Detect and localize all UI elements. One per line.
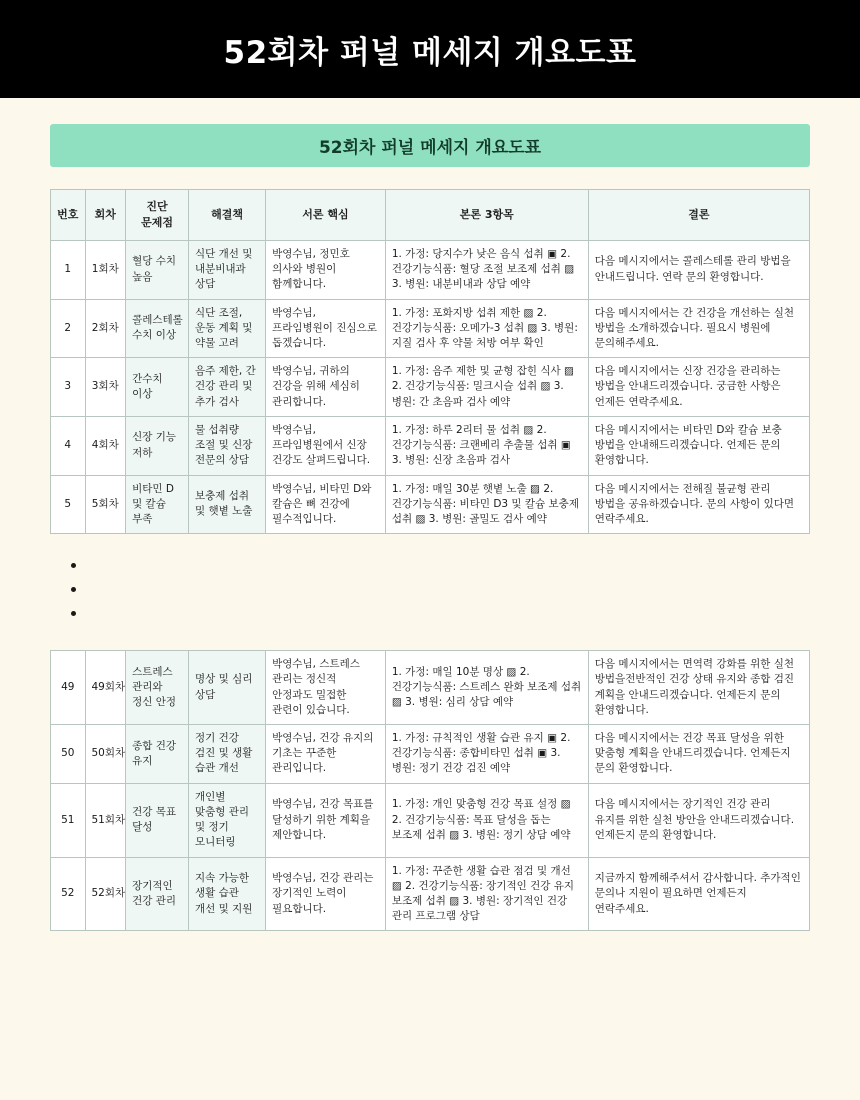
cell-round: 2회차 — [85, 299, 126, 358]
table-header-row — [51, 190, 810, 241]
cell-conclusion: 다음 메시지에서는 전해질 불균형 관리 방법을 공유하겠습니다. 문의 사항이 있다면 연락주세요. — [588, 475, 809, 534]
cell-problem: 간수치 이상 — [126, 358, 189, 417]
cell-problem: 혈당 수치 높음 — [126, 240, 189, 299]
cell-problem: 건강 목표 달성 — [126, 783, 189, 857]
cell-round: 4회차 — [85, 416, 126, 475]
cell-no: 1 — [51, 240, 86, 299]
page-body — [0, 124, 860, 931]
cell-intro: 박영수님, 비타민 D와 칼슘은 뼈 건강에 필수적입니다. — [266, 475, 386, 534]
table-row — [51, 651, 810, 725]
cell-conclusion: 다음 메시지에서는 신장 건강을 관리하는 방법을 안내드리겠습니다. 궁금한 사항은 언제든 연락주세요. — [588, 358, 809, 417]
table-row — [51, 358, 810, 417]
cell-solution: 보충제 섭취 및 햇볕 노출 — [188, 475, 265, 534]
cell-intro: 박영수님, 프라임병원이 진심으로 돕겠습니다. — [266, 299, 386, 358]
cell-round: 52회차 — [85, 857, 126, 931]
cell-round: 50회차 — [85, 725, 126, 784]
cell-solution: 물 섭취량 조절 및 신장 전문의 상담 — [188, 416, 265, 475]
list-item — [88, 580, 810, 604]
list-item — [88, 604, 810, 628]
cell-intro: 박영수님, 건강 유지의 기초는 꾸준한 관리입니다. — [266, 725, 386, 784]
cell-no: 2 — [51, 299, 86, 358]
cell-intro: 박영수님, 프라임병원에서 신장 건강도 살펴드립니다. — [266, 416, 386, 475]
cell-problem: 신장 기능 저하 — [126, 416, 189, 475]
cell-round: 5회차 — [85, 475, 126, 534]
cell-body: 1. 가정: 꾸준한 생활 습관 점검 및 개선 ▨ 2. 건강기능식품: 장기적인 건강 유지 보조제 섭취 ▨ 3. 병원: 장기적인 건강 관리 프로그램 상담 — [385, 857, 588, 931]
table-row — [51, 240, 810, 299]
document-title-bar: 52회차 퍼널 메세지 개요도표 — [50, 124, 810, 167]
cell-round: 49회차 — [85, 651, 126, 725]
column-header-intro: 서론 핵심 — [266, 190, 386, 241]
cell-intro: 박영수님, 스트레스 관리는 정신적 안정과도 밀접한 관련이 있습니다. — [266, 651, 386, 725]
cell-intro: 박영수님, 정민호 의사와 병원이 함께합니다. — [266, 240, 386, 299]
cell-no: 5 — [51, 475, 86, 534]
table-row — [51, 857, 810, 931]
column-header-solution: 해결책 — [188, 190, 265, 241]
cell-no: 3 — [51, 358, 86, 417]
cell-solution: 개인별 맞춤형 관리 및 정기 모니터링 — [188, 783, 265, 857]
cell-solution: 명상 및 심리 상담 — [188, 651, 265, 725]
cell-round: 51회차 — [85, 783, 126, 857]
list-item — [88, 556, 810, 580]
column-header-round: 회차 — [85, 190, 126, 241]
cell-body: 1. 가정: 당지수가 낮은 음식 섭취 ▣ 2. 건강기능식품: 혈당 조절 보조제 섭취 ▨ 3. 병원: 내분비내과 상담 예약 — [385, 240, 588, 299]
cell-no: 4 — [51, 416, 86, 475]
cell-problem: 콜레스테롤 수치 이상 — [126, 299, 189, 358]
cell-intro: 박영수님, 귀하의 건강을 위해 세심히 관리합니다. — [266, 358, 386, 417]
funnel-table-top — [50, 189, 810, 534]
cell-solution: 정기 건강 검진 및 생활 습관 개선 — [188, 725, 265, 784]
cell-intro: 박영수님, 건강 관리는 장기적인 노력이 필요합니다. — [266, 857, 386, 931]
column-header-problem: 진단 문제점 — [126, 190, 189, 241]
cell-body: 1. 가정: 매일 10분 명상 ▨ 2. 건강기능식품: 스트레스 완화 보조제 섭취 ▨ 3. 병원: 심리 상담 예약 — [385, 651, 588, 725]
column-header-body: 본론 3항목 — [385, 190, 588, 241]
table-row — [51, 725, 810, 784]
column-header-no: 번호 — [51, 190, 86, 241]
table-row — [51, 475, 810, 534]
table-row — [51, 783, 810, 857]
cell-solution: 식단 개선 및 내분비내과 상담 — [188, 240, 265, 299]
table-row — [51, 416, 810, 475]
top-banner — [0, 0, 860, 98]
cell-no: 51 — [51, 783, 86, 857]
cell-solution: 식단 조절, 운동 계획 및 약물 고려 — [188, 299, 265, 358]
ellipsis-bullet-list — [68, 556, 810, 628]
cell-body: 1. 가정: 개인 맞춤형 건강 목표 설정 ▨ 2. 건강기능식품: 목표 달성을 돕는 보조제 섭취 ▨ 3. 병원: 정기 상담 예약 — [385, 783, 588, 857]
cell-conclusion: 다음 메시지에서는 건강 목표 달성을 위한 맞춤형 계획을 안내드리겠습니다. 언제든지 문의 환영합니다. — [588, 725, 809, 784]
cell-intro: 박영수님, 건강 목표를 달성하기 위한 계획을 제안합니다. — [266, 783, 386, 857]
cell-conclusion: 다음 메시지에서는 비타민 D와 칼슘 보충 방법을 안내해드리겠습니다. 언제든 문의 환영합니다. — [588, 416, 809, 475]
cell-round: 3회차 — [85, 358, 126, 417]
funnel-table-bottom — [50, 650, 810, 931]
cell-no: 49 — [51, 651, 86, 725]
cell-body: 1. 가정: 규칙적인 생활 습관 유지 ▣ 2. 건강기능식품: 종합비타민 섭취 ▣ 3. 병원: 정기 건강 검진 예약 — [385, 725, 588, 784]
cell-no: 50 — [51, 725, 86, 784]
cell-problem: 비타민 D 및 칼슘 부족 — [126, 475, 189, 534]
cell-problem: 스트레스 관리와 정신 안정 — [126, 651, 189, 725]
cell-body: 1. 가정: 하루 2리터 물 섭취 ▨ 2. 건강기능식품: 크랜베리 추출물 섭취 ▣ 3. 병원: 신장 초음파 검사 — [385, 416, 588, 475]
cell-solution: 음주 제한, 간 건강 관리 및 추가 검사 — [188, 358, 265, 417]
cell-conclusion: 다음 메시지에서는 장기적인 건강 관리 유지를 위한 실천 방안을 안내드리겠습니다. 언제든지 문의 환영합니다. — [588, 783, 809, 857]
cell-conclusion: 다음 메시지에서는 면역력 강화를 위한 실천 방법을전반적인 건강 상태 유지와 종합 검진 계획을 안내드리겠습니다. 언제든지 문의 환영합니다. — [588, 651, 809, 725]
cell-conclusion: 지금까지 함께해주셔서 감사합니다. 추가적인 문의나 지원이 필요하면 언제든지 연락주세요. — [588, 857, 809, 931]
cell-body: 1. 가정: 음주 제한 및 균형 잡힌 식사 ▨ 2. 건강기능식품: 밀크시슬 섭취 ▨ 3. 병원: 간 초음파 검사 예약 — [385, 358, 588, 417]
cell-solution: 지속 가능한 생활 습관 개선 및 지원 — [188, 857, 265, 931]
cell-round: 1회차 — [85, 240, 126, 299]
cell-no: 52 — [51, 857, 86, 931]
table-row — [51, 299, 810, 358]
column-header-conclusion: 결론 — [588, 190, 809, 241]
cell-problem: 장기적인 건강 관리 — [126, 857, 189, 931]
cell-problem: 종합 건강 유지 — [126, 725, 189, 784]
cell-conclusion: 다음 메시지에서는 콜레스테롤 관리 방법을 안내드립니다. 연락 문의 환영합니다. — [588, 240, 809, 299]
cell-conclusion: 다음 메시지에서는 간 건강을 개선하는 실천 방법을 소개하겠습니다. 필요시 병원에 문의해주세요. — [588, 299, 809, 358]
cell-body: 1. 가정: 포화지방 섭취 제한 ▨ 2. 건강기능식품: 오메가-3 섭취 ▨ 3. 병원: 지질 검사 후 약물 처방 여부 확인 — [385, 299, 588, 358]
banner-title: 52회차 퍼널 메세지 개요도표 — [223, 34, 637, 71]
cell-body: 1. 가정: 매일 30분 햇볕 노출 ▨ 2. 건강기능식품: 비타민 D3 및 칼슘 보충제 섭취 ▨ 3. 병원: 골밀도 검사 예약 — [385, 475, 588, 534]
